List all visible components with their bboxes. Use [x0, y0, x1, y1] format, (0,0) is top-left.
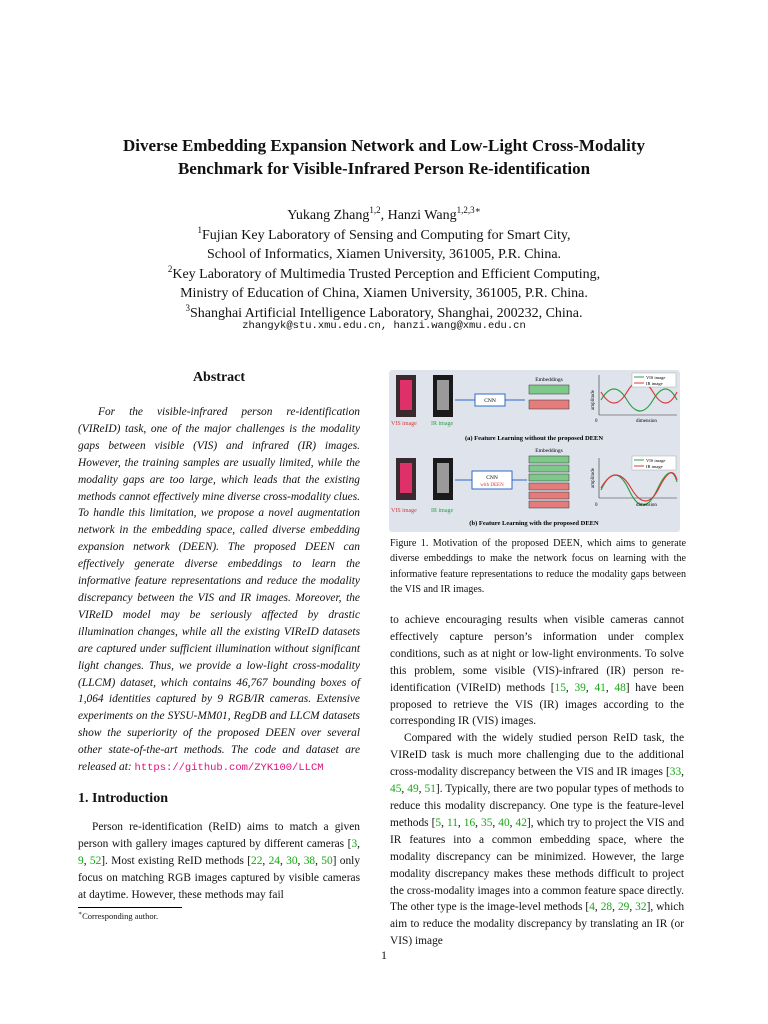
- citation-link[interactable]: 9: [78, 854, 84, 867]
- citation-link[interactable]: 45: [390, 783, 402, 796]
- abstract-text: For the visible-infrared person re-identification (VIReID) task, one of the major challenges is the modality gaps between visible (VIS) and infrared (IR) images. However, the training samples are usually limited, while the modality gaps are too large, which leads that the existing methods cannot effectively mine diverse cross-modality clues. To handle this limitation, we propose a novel augmentation network in the embedding space, called diverse embedding expansion network (DEEN). The proposed DEEN can effectively generate diverse embeddings to learn the informative feature representations and reduce the modality discrepancy between the VIS and IR images. Moreover, the VIReID model may be seriously affected by drastic illumination changes, while all the existing VIReID datasets are captured under sufficient illumination without significant light changes. Thus, we provide a low-light cross-modality (LLCM) dataset, which contains 46,767 bounding boxes of 1,064 identities captured by 9 RGB/IR cameras. Extensive experiments on the SYSU-MM01, RegDB and LLCM datasets show the superiority of the proposed DEEN over several other state-of-the-art methods. The code and dataset are released at:: [78, 406, 360, 774]
- figure-1-caption: Figure 1. Motivation of the proposed DEEN, which aims to generate diverse embeddings to make the network focus on learning with the informative feature representations to reduce the modality gaps between the VIS and IR images.: [390, 538, 686, 596]
- vis-image-label: VIS image: [391, 421, 417, 427]
- deen-label: with DEEN: [480, 483, 504, 488]
- citation-link[interactable]: 16: [463, 816, 476, 829]
- ir-image-label: IR image: [431, 421, 454, 427]
- figure-panel-a: [391, 373, 677, 442]
- citation-link[interactable]: 24: [268, 854, 280, 867]
- intro-text: ] only focus on matching RGB images captured by visible cameras at daytime. However, these methods may fail: [78, 854, 361, 901]
- body-text: ], which aim to reduce the modality discrepancy by translating an IR (or VIS) image: [390, 901, 685, 948]
- citation-link[interactable]: 4: [589, 901, 595, 914]
- intro-paragraph: Person re-identification (ReID) aims to match a given person with gallery images captured by different cameras [3, 9, 52]. Most existing ReID methods [22, 24, 30, 38, 50] only focus on matching RGB images captured by visible cameras at daytime. However, these methods may fail: [78, 821, 361, 901]
- citation-link[interactable]: 28: [600, 901, 613, 914]
- origin-label: 0: [595, 503, 598, 508]
- affiliation-text: Key Laboratory of Multimedia Trusted Perception and Efficient Computing,: [172, 266, 601, 282]
- body-text: ], which try to project the VIS and IR features into a common embedding space, where the modality discrepancy can be minimized. However, the large modality discrepancy makes these methods difficult to project the cross-modality images into a common feature space directly. The other type is the image-level methods [: [390, 816, 685, 914]
- figure-1-illustration: [389, 370, 680, 532]
- ir-person-figure: [437, 463, 449, 493]
- citation-link[interactable]: 11: [446, 816, 458, 829]
- citation-link[interactable]: 41: [594, 681, 606, 694]
- ir-embedding-bar: [529, 400, 569, 409]
- author-affiliation-mark: 1,2,3∗: [456, 205, 481, 215]
- author-block: [60, 206, 708, 323]
- panel-a-subcaption: (a) Feature Learning without the proposed DEEN: [464, 435, 604, 442]
- citation-link[interactable]: 35: [481, 816, 493, 829]
- body-text: Compared with the widely studied person ReID task, the VIReID task is much more challenging due to the additional cross-modality discrepancy between the VIS and IR images [: [390, 732, 684, 779]
- affiliation-mark: 1: [197, 224, 202, 235]
- citation-link[interactable]: 33: [669, 766, 682, 779]
- vis-embedding-bar: [529, 474, 569, 481]
- abstract-heading: Abstract: [192, 370, 246, 385]
- ir-person-figure: [437, 380, 449, 410]
- vis-image-label: VIS image: [391, 508, 417, 514]
- affiliation-mark: 2: [167, 263, 173, 274]
- ir-embedding-bar: [529, 483, 569, 490]
- right-column-text: [390, 612, 684, 950]
- affiliation-line: [60, 226, 708, 246]
- vis-person-figure: [400, 463, 412, 493]
- affiliation-line: [60, 265, 708, 285]
- citation-link[interactable]: 30: [286, 854, 298, 867]
- ir-curve: [601, 473, 677, 501]
- citation-link[interactable]: 29: [617, 901, 630, 914]
- title-line-1: Diverse Embedding Expansion Network and Low-Light Cross-Modality: [122, 136, 646, 155]
- author-emails: zhangyk@stu.xmu.edu.cn, hanzi.wang@xmu.edu.cn: [242, 320, 526, 332]
- figure-1: [389, 370, 680, 532]
- citation-link[interactable]: 48: [614, 681, 626, 694]
- footnote-divider: [78, 907, 182, 908]
- citation-link[interactable]: 40: [498, 816, 510, 829]
- citation-link[interactable]: 49: [407, 783, 419, 796]
- panel-b-subcaption: (b) Feature Learning with the proposed DEEN: [469, 520, 599, 527]
- intro-text: ]. Most existing ReID methods [: [101, 854, 252, 867]
- ir-image-label: IR image: [431, 508, 454, 514]
- citation-link[interactable]: 22: [251, 854, 263, 867]
- citation-link[interactable]: 50: [321, 854, 333, 867]
- footnote: [78, 910, 158, 921]
- footnote-mark: ∗: [78, 911, 83, 917]
- legend-vis-label: VIS image: [646, 458, 666, 463]
- title-line-2: Benchmark for Visible-Infrared Person Re-identification: [177, 159, 591, 178]
- citation-link[interactable]: 15: [554, 681, 566, 694]
- body-paragraph: to achieve encouraging results when visible cameras cannot effectively capture person’s information under complex conditions, such as at night or low-light environments. To solve this problem, some visible (VIS)-infrared (IR) person re-identification (VIReID) methods [15, 39, 41, 48] have been proposed to retrieve the VIS (IR) images according to the corresponding IR (VIS) images.: [390, 614, 684, 728]
- author-name: Yukang Zhang: [287, 208, 370, 223]
- amplitude-label: amplitude: [591, 468, 596, 488]
- body-paragraph: Compared with the widely studied person ReID task, the VIReID task is much more challenging due to the additional cross-modality discrepancy between the VIS and IR images [33, 45, 49, 51]. Typically, there are two popular types of methods to reduce this modality discrepancy. One type is the feature-level methods [5, 11, 16, 35, 40, 42], which try to project the VIS and IR features into a common embedding space, where the modality discrepancy can be minimized. However, the large modality discrepancy makes these methods difficult to project the cross-modality images into a common feature space directly. The other type is the image-level methods [4, 28, 29, 32], which aim to reduce the modality discrepancy by translating an IR (or VIS) image: [390, 732, 685, 948]
- figure-panel-b: [391, 448, 677, 527]
- ir-embedding-bar: [529, 501, 569, 508]
- affiliation-text: Shanghai Artificial Intelligence Laboratory, Shanghai, 200232, China.: [189, 305, 583, 321]
- affiliation-text: Fujian Key Laboratory of Sensing and Computing for Smart City,: [202, 227, 571, 243]
- vis-curve: [601, 389, 677, 411]
- citation-link[interactable]: 39: [574, 681, 586, 694]
- legend-ir-label: IR image: [646, 464, 663, 469]
- author-separator: ,: [380, 208, 388, 223]
- paper-title: [60, 134, 708, 180]
- citation-link[interactable]: 5: [435, 816, 442, 829]
- amplitude-label: amplitude: [591, 390, 596, 410]
- citation-link[interactable]: 51: [424, 783, 436, 796]
- embeddings-label: Embeddings: [535, 377, 563, 383]
- cnn-label: CNN: [484, 398, 496, 404]
- body-text: ]. Typically, there are two popular types of methods to reduce this modality discrepancy. One type is the feature-level methods [: [390, 783, 684, 829]
- embeddings-label: Embeddings: [535, 448, 563, 454]
- footnote-text: Corresponding author.: [82, 911, 159, 921]
- body-text: ] have been proposed to retrieve the VIS (IR) images according to the corresponding IR (VIS) images.: [390, 681, 684, 728]
- code-link[interactable]: https://github.com/ZYK100/LLCM: [134, 762, 324, 775]
- citation-link[interactable]: 42: [515, 816, 527, 829]
- ir-embedding-bar: [529, 492, 569, 499]
- affiliation-mark: 3: [185, 302, 190, 313]
- intro-text: Person re-identification (ReID) aims to match a given person with gallery images captured by different cameras [: [78, 821, 360, 850]
- legend-ir-label: IR image: [646, 381, 663, 386]
- body-text: to achieve encouraging results when visible cameras cannot effectively capture person’s information under complex conditions, such as at night or low-light environments. To solve this problem, some visible (VIS)-infrared (IR) person re-identification (VIReID) methods [: [390, 614, 684, 694]
- citation-link[interactable]: 38: [303, 854, 316, 867]
- vis-embedding-bar: [529, 456, 569, 463]
- affiliation-line: Ministry of Education of China, Xiamen University, 361005, P.R. China.: [180, 286, 588, 301]
- citation-link[interactable]: 3: [351, 837, 358, 850]
- legend-vis-label: VIS image: [646, 375, 666, 380]
- author-affiliation-mark: 1,2: [369, 205, 381, 215]
- origin-label: 0: [595, 419, 598, 424]
- citation-link[interactable]: 52: [89, 854, 102, 867]
- dimension-label: dimension: [636, 503, 657, 508]
- abstract-body: [78, 404, 360, 777]
- affiliation-line: School of Informatics, Xiamen University, 361005, P.R. China.: [206, 247, 562, 262]
- citation-link[interactable]: 32: [635, 901, 647, 914]
- cnn-label: CNN: [486, 475, 498, 481]
- vis-embedding-bar: [529, 385, 569, 394]
- vis-person-figure: [400, 380, 412, 410]
- page-number: 1: [381, 948, 387, 962]
- author-line: [60, 206, 708, 226]
- dimension-label: dimension: [636, 419, 657, 424]
- section-heading-introduction: 1. Introduction: [78, 791, 168, 806]
- vis-embedding-bar: [529, 465, 569, 472]
- author-name: Hanzi Wang: [387, 208, 457, 223]
